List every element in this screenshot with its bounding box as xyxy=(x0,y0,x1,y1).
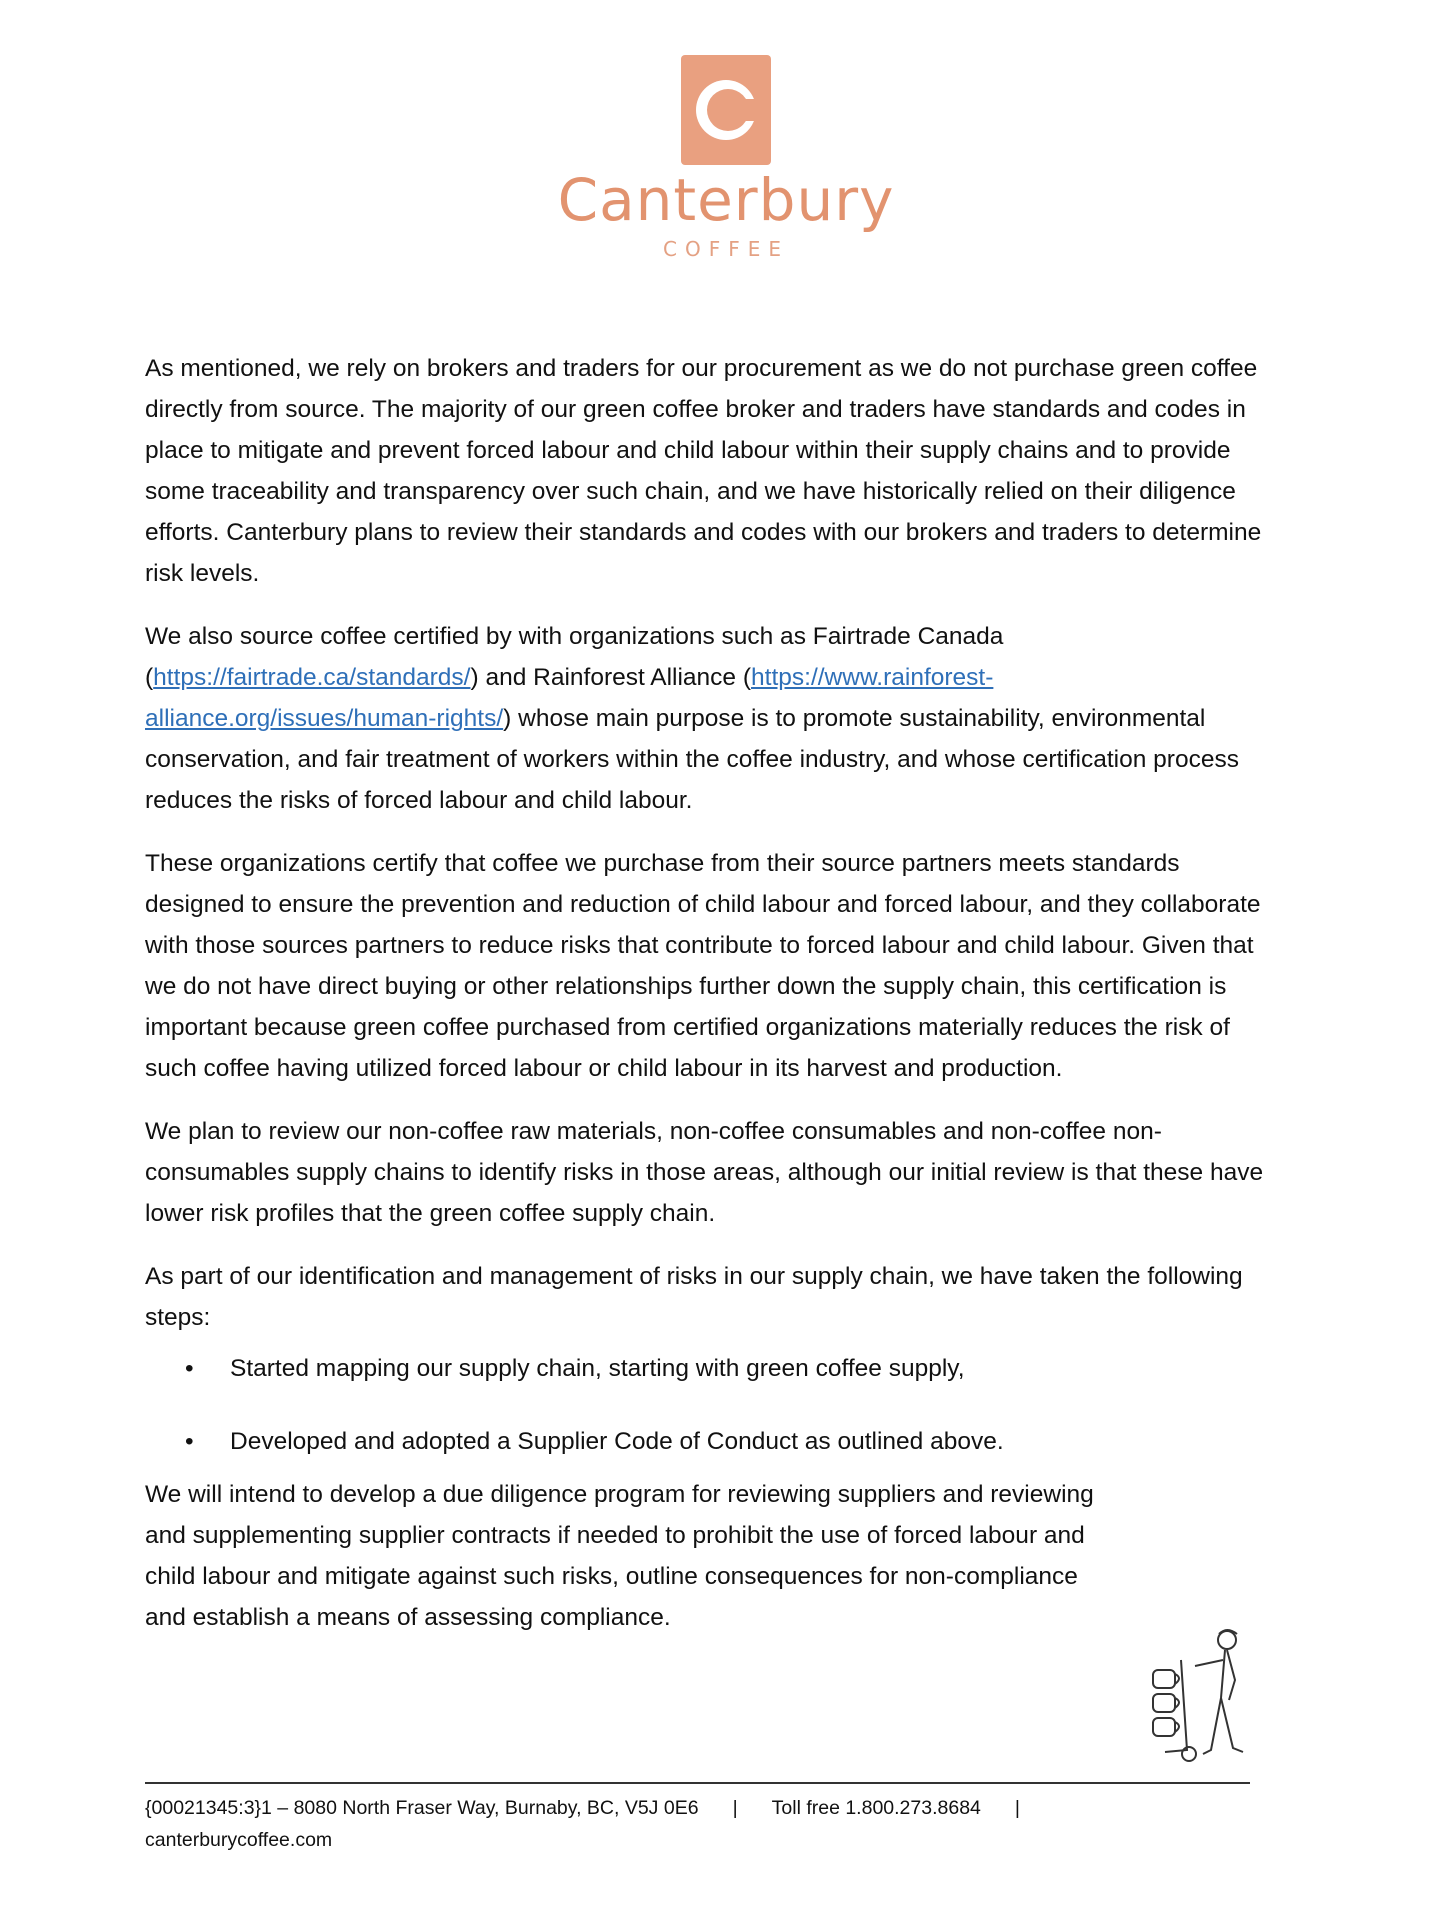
paragraph-non-coffee-review: We plan to review our non-coffee raw materials, non-coffee consumables and non-coffee non-consumables supply chains to identify risks in those areas, although our initial review is that these have lower risk profiles that the green coffee supply chain. xyxy=(145,1118,1264,1227)
paragraph-procurement: As mentioned, we rely on brokers and traders for our procurement as we do not purchase green coffee directly from source. The majority of our green coffee broker and traders have standards and codes in place to mitigate and prevent forced labour and child labour within their supply chains and to provide some traceability and transparency over such chain, and we have historically relied on their diligence efforts. Canterbury plans to review their standards and codes with our brokers and traders to determine risk levels. xyxy=(145,355,1262,587)
page-footer xyxy=(145,1792,1250,1856)
list-item: • Developed and adopted a Supplier Code of Conduct as outlined above. xyxy=(145,1421,1265,1462)
canterbury-c-logo-icon xyxy=(681,55,771,165)
footer-website[interactable]: canterburycoffee.com xyxy=(145,1829,333,1851)
footer-address: {00021345:3}1 – 8080 North Fraser Way, Burnaby, BC, V5J 0E6 xyxy=(145,1797,699,1819)
fairtrade-standards-link[interactable]: https://fairtrade.ca/standards/ xyxy=(153,664,471,691)
footer-phone: Toll free 1.800.273.8684 xyxy=(771,1797,981,1819)
steps-list xyxy=(145,1348,1265,1462)
rainforest-alliance-link[interactable]: https://www.rainforest-alliance.org/issues/human-rights/ xyxy=(145,664,994,732)
p2-text-1: We also source coffee certified by with organizations such as Fairtrade Canada ( xyxy=(145,623,1004,691)
logo-tagline: COFFEE xyxy=(663,236,789,261)
p2-text-2: ) and Rainforest Alliance ( xyxy=(470,664,752,691)
footer-separator: | xyxy=(1014,1797,1020,1819)
footer-divider xyxy=(145,1782,1250,1784)
letter-body xyxy=(145,348,1265,1660)
footer-line-1 xyxy=(145,1792,1250,1824)
paragraph-certification-sources xyxy=(145,616,1265,821)
footer-separator: | xyxy=(732,1797,738,1819)
worker-with-hand-truck-icon xyxy=(1135,1620,1255,1770)
logo-wordmark: Canterbury xyxy=(557,166,895,234)
paragraph-steps-intro: As part of our identification and management of risks in our supply chain, we have taken the following steps: xyxy=(145,1263,1243,1331)
company-logo xyxy=(0,55,1452,261)
paragraph-due-diligence: We will intend to develop a due diligence program for reviewing suppliers and reviewing and supplementing supplier contracts if needed to prohibit the use of forced labour and child labour and mitigate against such risks, outline consequences for non-compliance and establish a means of assessing compliance. xyxy=(145,1481,1094,1631)
paragraph-certification-importance: These organizations certify that coffee we purchase from their source partners meets standards designed to ensure the prevention and reduction of child labour and forced labour, and they collaborate with those sources partners to reduce risks that contribute to forced labour and child labour. Given that we do not have direct buying or other relationships further down the supply chain, this certification is important because green coffee purchased from certified organizations materially reduces the risk of such coffee having utilized forced labour or child labour in its harvest and production. xyxy=(145,850,1261,1082)
p2-text-3: ) whose main purpose is to promote sustainability, environmental conservation, and fair treatment of workers within the coffee industry, and whose certification process reduces the risks of forced labour and child labour. xyxy=(145,705,1239,814)
list-item: • Started mapping our supply chain, starting with green coffee supply, xyxy=(145,1348,1265,1389)
